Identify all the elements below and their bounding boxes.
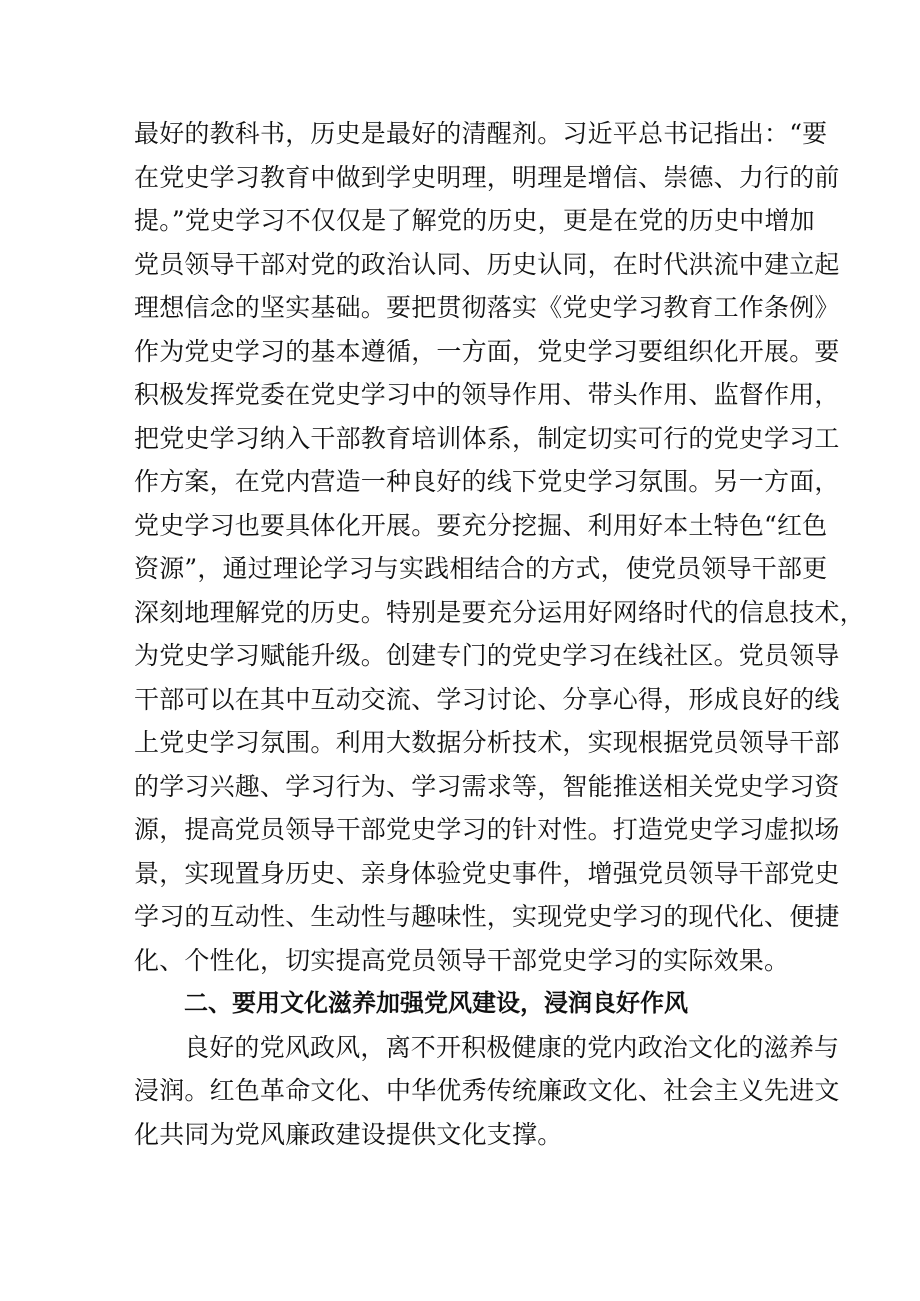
paragraph-1 [134, 112, 865, 982]
paragraph-line: 学习的互动性、生动性与趣味性，实现党史学习的现代化、便捷 [134, 902, 840, 931]
paragraph-line: 作为党史学习的基本遵循，一方面，党史学习要组织化开展。要 [134, 336, 840, 366]
paragraph-line: 理想信念的坚实基础。要把贯彻落实《党史学习教育工作条例》 [134, 293, 840, 322]
paragraph-line: 深刻地理解党的历史。特别是要充分运用好网络时代的信息技术， [134, 597, 865, 627]
paragraph-line: 浸润。红色革命文化、中华优秀传统廉政文化、社会主义先进文 [134, 1076, 840, 1105]
paragraph-line: 化、个性化，切实提高党员领导干部党史学习的实际效果。 [134, 945, 790, 975]
paragraph-line: 积极发挥党委在党史学习中的领导作用、带头作用、监督作用， [134, 380, 840, 409]
paragraph-line: 良好的党风政风，离不开积极健康的党内政治文化的滋养与 [184, 1032, 840, 1062]
paragraph-line: 景，实现置身历史、亲身体验党史事件，增强党员领导干部党史 [134, 858, 840, 888]
section-heading: 二、要用文化滋养加强党风建设，浸润良好作风 [184, 989, 688, 1017]
paragraph-line: 资源”，通过理论学习与实践相结合的方式，使党员领导干部更 [134, 554, 828, 583]
paragraph-line: 在党史学习教育中做到学史明理，明理是增信、崇德、力行的前 [134, 162, 840, 192]
paragraph-line: 源，提高党员领导干部党史学习的针对性。打造党史学习虚拟场 [134, 815, 840, 844]
paragraph-line: 的学习兴趣、学习行为、学习需求等，智能推送相关党史学习资 [134, 771, 840, 801]
document-body [134, 112, 865, 1156]
paragraph-line: 最好的教科书，历史是最好的清醒剂。习近平总书记指出：“要 [134, 119, 828, 148]
paragraph-line: 党员领导干部对党的政治认同、历史认同，在时代洪流中建立起 [134, 249, 840, 279]
paragraph-2 [134, 1026, 840, 1157]
paragraph-line: 党史学习也要具体化开展。要充分挖掘、利用好本土特色“红色 [134, 510, 828, 540]
paragraph-line: 作方案，在党内营造一种良好的线下党史学习氛围。另一方面， [134, 467, 840, 496]
paragraph-line: 提。”党史学习不仅仅是了解党的历史，更是在党的历史中增加 [134, 206, 815, 235]
paragraph-line: 化共同为党风廉政建设提供文化支撑。 [134, 1119, 563, 1149]
paragraph-line: 干部可以在其中互动交流、学习讨论、分享心得，形成良好的线 [134, 684, 840, 714]
paragraph-line: 为党史学习赋能升级。创建专门的党史学习在线社区。党员领导 [134, 641, 840, 670]
paragraph-line: 把党史学习纳入干部教育培训体系，制定切实可行的党史学习工 [134, 423, 840, 453]
paragraph-line: 上党史学习氛围。利用大数据分析技术，实现根据党员领导干部 [134, 728, 840, 757]
